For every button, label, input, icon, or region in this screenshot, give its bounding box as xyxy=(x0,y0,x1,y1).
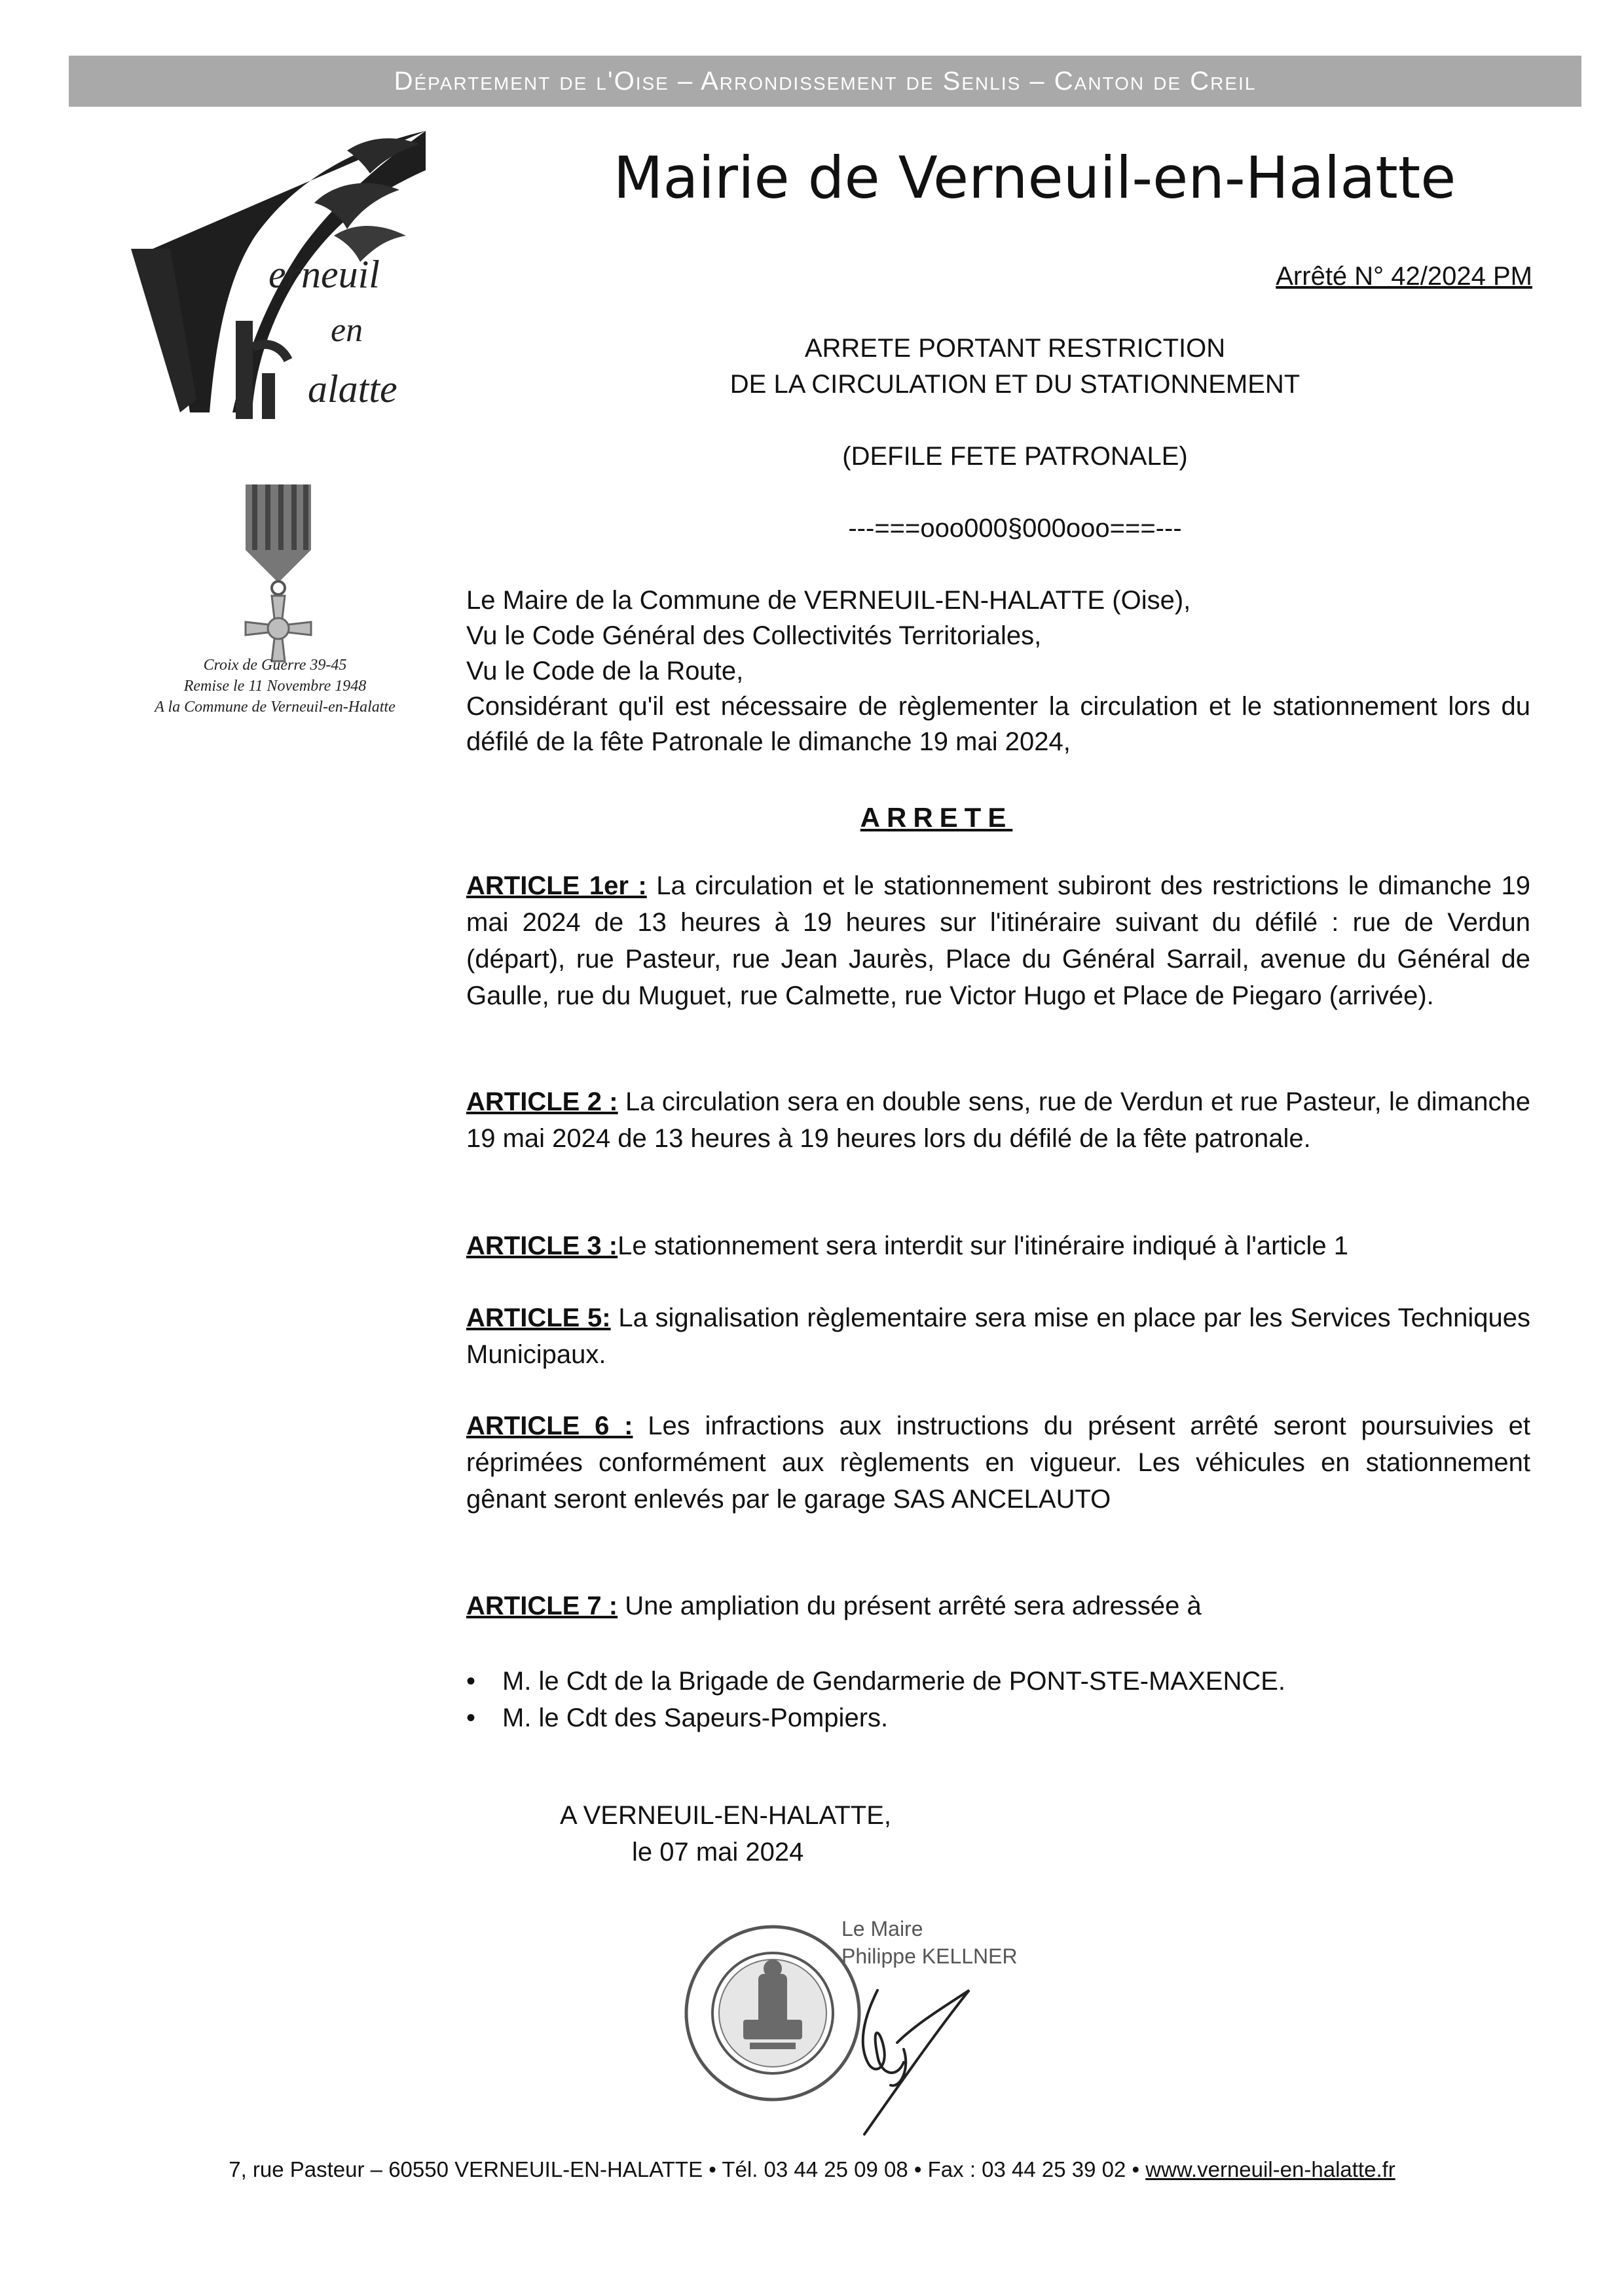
heading-line2: DE LA CIRCULATION ET DU STATIONNEMENT xyxy=(729,370,1301,399)
article-2 xyxy=(466,1084,1530,1157)
article-5 xyxy=(466,1300,1530,1373)
croix-de-guerre-medal-icon xyxy=(226,484,331,674)
place: A VERNEUIL-EN-HALATTE, xyxy=(560,1801,892,1830)
heading-separator: ---===ooo000§000ooo===--- xyxy=(848,514,1182,543)
date: le 07 mai 2024 xyxy=(632,1838,804,1867)
logo-text-line1: erneuil xyxy=(268,253,380,296)
article-text: Le stationnement sera interdit sur l'itinéraire indiqué à l'article 1 xyxy=(618,1231,1348,1260)
article-1 xyxy=(466,867,1530,1014)
header-banner: Département de l'Oise – Arrondissement de Senlis – Canton de Creil xyxy=(69,56,1581,107)
preamble-line: Vu le Code de la Route, xyxy=(466,657,744,685)
article-text: La circulation sera en double sens, rue de Verdun et rue Pasteur, le dimanche 19 mai 2024 de 13 heures à 19 heures lors du défilé de la fête patronale. xyxy=(466,1087,1531,1153)
article-7 xyxy=(466,1588,1530,1624)
medal-caption-line: A la Commune de Verneuil-en-Halatte xyxy=(155,699,396,716)
heading-subtitle: (DEFILE FETE PATRONALE) xyxy=(842,442,1188,471)
preamble-line: Le Maire de la Commune de VERNEUIL-EN-HALATTE (Oise), xyxy=(466,586,1191,615)
article-label: ARTICLE 7 : xyxy=(466,1592,618,1620)
footer-website-link[interactable]: www.verneuil-en-halatte.fr xyxy=(1145,2157,1395,2181)
town-logo xyxy=(118,124,432,432)
list-item: • M. le Cdt de la Brigade de Gendarmerie de PONT-STE-MAXENCE. xyxy=(466,1663,1530,1700)
preamble-line: Considérant qu'il est nécessaire de règlementer la circulation et le stationnement lors du défilé de la fête Patronale le dimanche 19 mai 2024, xyxy=(466,692,1530,756)
signatory-name: Philippe KELLNER xyxy=(841,1944,1018,1968)
preamble xyxy=(466,583,1530,759)
footer-address: 7, rue Pasteur – 60550 VERNEUIL-EN-HALATTE • Tél. 03 44 25 09 08 • Fax : 03 44 25 39 02 • xyxy=(229,2157,1146,2181)
page-title: Mairie de Verneuil-en-Halatte xyxy=(613,144,1456,211)
article-text: Une ampliation du présent arrêté sera adressée à xyxy=(618,1592,1202,1620)
article-label: ARTICLE 5: xyxy=(466,1303,611,1332)
article-text: La signalisation règlementaire sera mise en place par les Services Techniques Municipaux. xyxy=(466,1303,1531,1369)
article-6 xyxy=(466,1408,1530,1518)
heading-line1: ARRETE PORTANT RESTRICTION xyxy=(804,334,1226,363)
official-stamp-icon xyxy=(681,1922,864,2105)
medal-caption xyxy=(111,655,439,718)
footer xyxy=(65,2157,1559,2182)
article-label: ARTICLE 2 : xyxy=(466,1087,618,1116)
arrete-heading: ARRETE xyxy=(860,802,1013,833)
signature-icon xyxy=(838,1964,989,2147)
article-label: ARTICLE 3 : xyxy=(466,1231,618,1260)
signatory xyxy=(841,1915,1018,1970)
logo-text-line2: en xyxy=(331,312,363,349)
arrete-number: Arrêté N° 42/2024 PM xyxy=(1276,262,1532,291)
logo-text-line3: alatte xyxy=(308,367,397,410)
signatory-role: Le Maire xyxy=(841,1917,923,1941)
article-text: La circulation et le stationnement subiront des restrictions le dimanche 19 mai 2024 de 13 heures à 19 heures sur l'itinéraire suivant du défilé : rue de Verdun (départ), rue Pasteur, rue Jean Jaurès, Place du Général Sarrail, avenue du Général de Gaulle, rue du Muguet, rue Calmette, rue Victor Hugo et Place de Piegaro (arrivée). xyxy=(466,871,1530,1010)
article-3 xyxy=(466,1228,1530,1264)
article-text: Les infractions aux instructions du présent arrêté seront poursuivies et réprimées conformément aux règlements en vigueur. Les véhicules en stationnement gênant seront enlevés par le garage SAS ANCELAUTO xyxy=(466,1412,1530,1514)
place-date xyxy=(560,1797,891,1870)
preamble-line: Vu le Code Général des Collectivités Territoriales, xyxy=(466,621,1042,650)
medal-caption-line: Croix de Guerre 39-45 xyxy=(203,657,347,674)
recipient-list xyxy=(466,1663,1530,1736)
medal-caption-line: Remise le 11 Novembre 1948 xyxy=(183,678,367,695)
list-item: • M. le Cdt des Sapeurs-Pompiers. xyxy=(466,1700,1530,1736)
article-label: ARTICLE 1er : xyxy=(466,871,647,900)
article-label: ARTICLE 6 : xyxy=(466,1412,633,1440)
